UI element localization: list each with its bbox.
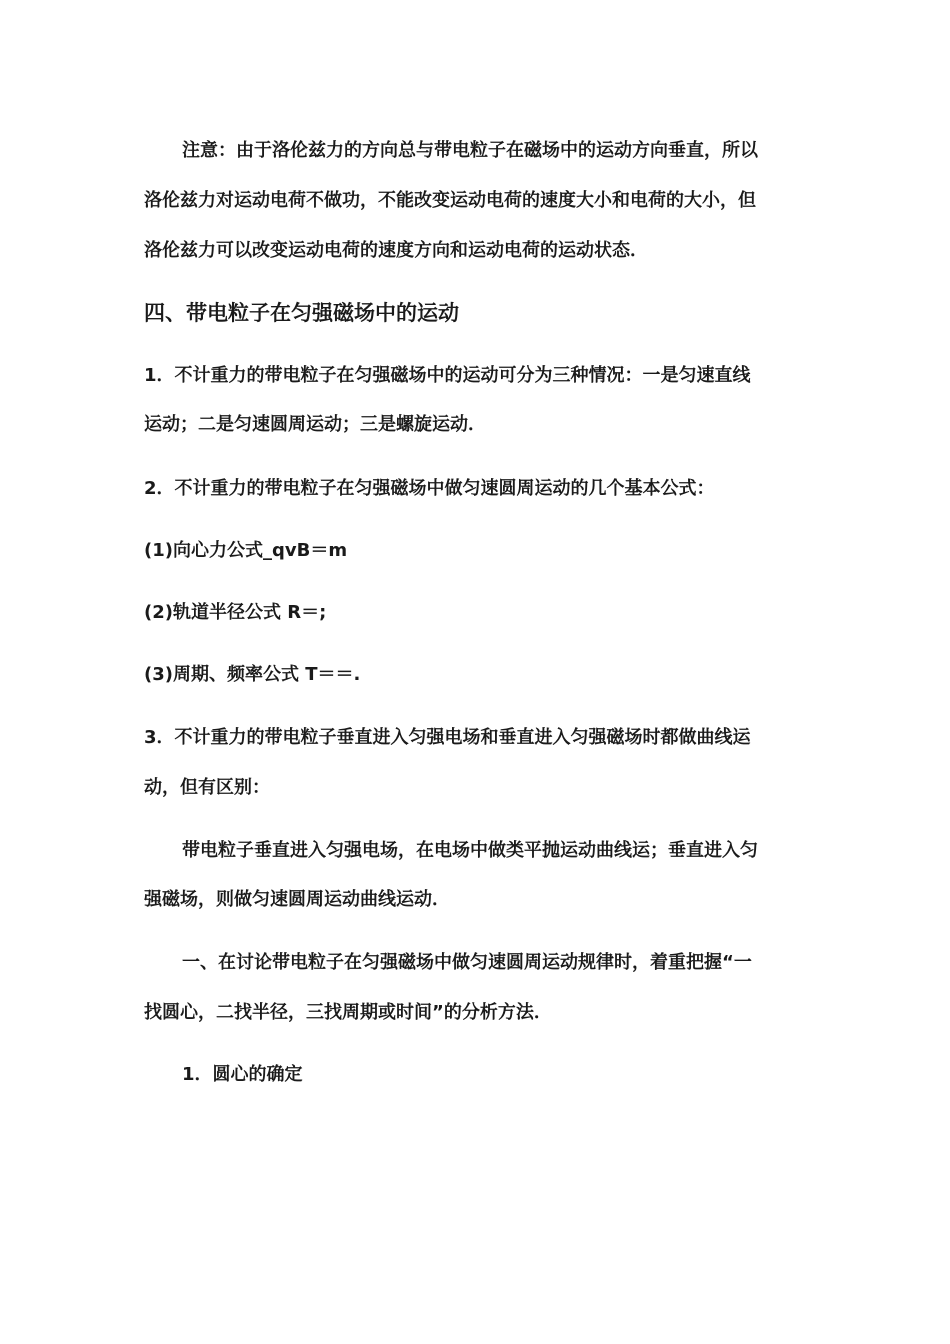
difference-line-1: 带电粒子垂直进入匀强电场，在电场中做类平抛运动曲线运；垂直进入匀: [182, 840, 758, 861]
difference-line-2: 强磁场，则做匀速圆周运动曲线运动．: [144, 889, 450, 910]
formula-radius: (2)轨道半径公式 R＝;: [144, 602, 327, 623]
note-line-1: 注意：由于洛伦兹力的方向总与带电粒子在磁场中的运动方向垂直，所以: [182, 140, 758, 161]
section-heading: 四、带电粒子在匀强磁场中的运动: [144, 301, 459, 325]
item3-line-2: 动，但有区别：: [144, 777, 270, 798]
note-line-3: 洛伦兹力可以改变运动电荷的速度方向和运动电荷的运动状态．: [144, 240, 648, 261]
item2-line-1: 2．不计重力的带电粒子在匀强磁场中做匀速圆周运动的几个基本公式：: [144, 478, 715, 499]
formula-period: (3)周期、频率公式 T＝＝.: [144, 664, 361, 685]
method-line-2: 找圆心，二找半径，三找周期或时间”的分析方法．: [144, 1002, 552, 1023]
item1-line-2: 运动；二是匀速圆周运动；三是螺旋运动．: [144, 414, 486, 435]
item1-line-1: 1．不计重力的带电粒子在匀强磁场中的运动可分为三种情况：一是匀速直线: [144, 365, 751, 386]
item3-line-1: 3．不计重力的带电粒子垂直进入匀强电场和垂直进入匀强磁场时都做曲线运: [144, 727, 751, 748]
subheading-circle-center: 1．圆心的确定: [182, 1064, 303, 1085]
method-line-1: 一、在讨论带电粒子在匀强磁场中做匀速圆周运动规律时，着重把握“一: [182, 952, 752, 973]
note-line-2: 洛伦兹力对运动电荷不做功，不能改变运动电荷的速度大小和电荷的大小，但: [144, 190, 756, 211]
formula-centripetal: (1)向心力公式_qvB＝m: [144, 540, 348, 561]
